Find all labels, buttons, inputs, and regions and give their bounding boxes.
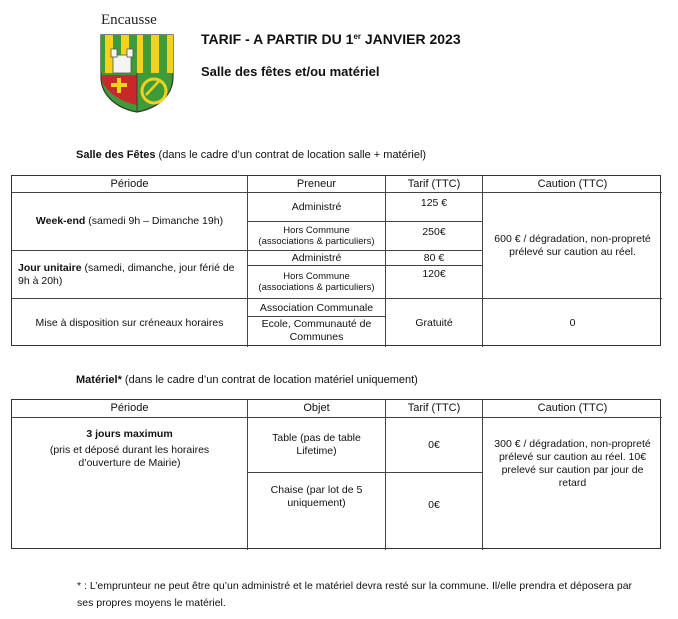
materiel-table (11, 399, 661, 549)
caution-materiel: 300 € / dégradation, non-propreté prélevé sur caution au réel. 10€ prelevé sur caution par jour de retard (494, 438, 651, 489)
town-name: Encausse (101, 12, 157, 28)
header-periode: Période (110, 402, 149, 414)
page-title: TARIF - A PARTIR DU 1er JANVIER 2023 (201, 31, 461, 47)
preneur-hors-commune: Hors Commune (associations & particuliers) (258, 224, 375, 247)
preneur-association: Association Communale Ecole, Communauté de Communes (248, 299, 385, 347)
periode-weekend: Week-end (samedi 9h – Dimanche 19h) (35, 215, 224, 227)
price-table: 0€ (428, 438, 440, 451)
coat-of-arms-icon (99, 33, 175, 113)
periode-jour-unitaire: Jour unitaire (samedi, dimanche, jour férié de 9h à 20h) (18, 261, 235, 287)
page-subtitle: Salle des fêtes et/ou matériel (201, 64, 380, 79)
periode-3-jours: 3 jours maximum (pris et déposé durant les horaires d’ouverture de Mairie) (49, 428, 210, 469)
header-caution: Caution (TTC) (537, 402, 608, 414)
header-objet: Objet (303, 402, 330, 414)
caution-salle: 600 € / dégradation, non-propreté prélevé sur caution au réel. (494, 232, 651, 258)
salle-table (11, 175, 661, 346)
preneur-administre: Administré (291, 251, 342, 264)
materiel-section-title: Matériel* (dans le cadre d’un contrat de location matériel uniquement) (76, 374, 418, 386)
price-jour-administre: 80 € (423, 251, 445, 264)
price-chaise: 0€ (428, 498, 440, 511)
price-weekend-hors: 250€ (422, 225, 446, 238)
price-weekend-administre: 125 € (420, 196, 448, 209)
objet-table: Table (pas de table Lifetime) (272, 432, 361, 457)
header-caution: Caution (TTC) (537, 177, 608, 190)
salle-section-title: Salle des Fêtes (dans le cadre d’un contrat de location salle + matériel) (76, 149, 427, 161)
preneur-administre: Administré (291, 200, 342, 213)
preneur-hors-commune: Hors Commune (associations & particuliers) (258, 270, 375, 293)
header-tarif: Tarif (TTC) (407, 177, 461, 190)
caution-zero: 0 (569, 316, 576, 329)
header-preneur: Preneur (296, 177, 337, 190)
footnote: * : L’emprunteur ne peut être qu’un administré et le matériel devra resté sur la commune. Il/elle prendra et déposera par ses propres moyens le matériel. (77, 580, 633, 609)
price-jour-hors: 120€ (422, 267, 446, 280)
header-tarif: Tarif (TTC) (407, 402, 461, 414)
price-gratuite: Gratuité (415, 316, 453, 329)
header-periode: Période (110, 177, 149, 190)
objet-chaise: Chaise (par lot de 5 uniquement) (270, 484, 363, 509)
periode-mise-a-disposition: Mise à disposition sur créneaux horaires (35, 316, 224, 329)
